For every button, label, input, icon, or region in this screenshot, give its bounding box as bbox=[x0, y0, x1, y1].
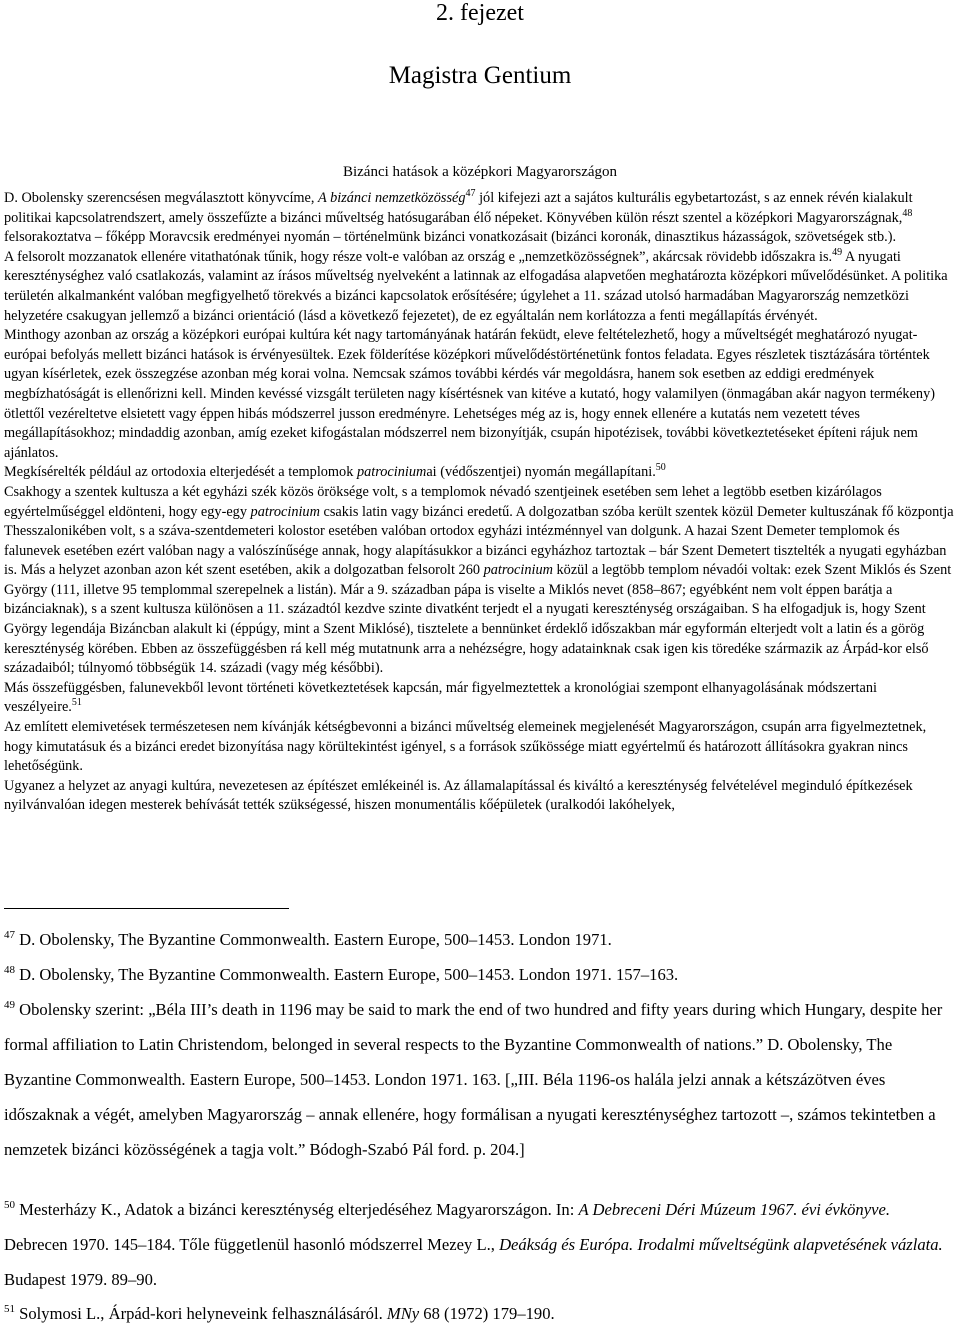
text: A nyugati kereszténységhez való csatlakozás, valamint az írásos műveltség nyelveként a latinnak az elfogadása alapvetően meghatározta középkori művelődésünket. A politika területén alkalmanként valóban megfigyelhető törekvés a bizánci kapcsolatok erősítésére; úgylehet a 11. század utolsó harmadában Magyarország nemzetközi helyzetére csakugyan jellemző a bizánci orientáció (lásd a következő fejezetet), de ez egyáltalán nem korlátozza a fenti megállapítás érvényét. bbox=[4, 248, 948, 324]
text: felsorakoztatva – főképp Moravcsik eredményei nyomán – történelmünk bizánci vonatkozásait (bizánci koronák, dinasztikus házasságok, szövetségek stb.). bbox=[4, 229, 897, 246]
footnote-51 bbox=[4, 1296, 956, 1331]
footnote-49 bbox=[4, 992, 956, 1167]
text: D. Obolensky szerencsésen megválasztott könyvcíme, bbox=[4, 190, 319, 206]
text: jól kifejezi azt a sajátos kulturális egybetartozást, s az ennek révén kialakult politikai kapcsolatrendszert, amely összefűzte a bizánci műveltség hatósugarában élő népeket. Könyvében külön részt szentel a középkori Magyarországnak, bbox=[4, 190, 913, 226]
footnote-number: 49 bbox=[4, 999, 15, 1011]
text: Az említett elemivetések természetesen nem kívánják kétségbevonni a bizánci műveltség elemeinek megjelenését Magyarországon, csupán arra figyelmeztetnek, hogy kimutatásuk és a bizánci eredet bizonyítása nagy körültekintést igényel, s a források szűkössége miatt egyértelmű és határozott állításokra gyakran nincs lehetőségünk. bbox=[4, 719, 927, 775]
paragraph bbox=[4, 718, 954, 777]
paragraph bbox=[4, 189, 954, 248]
footnote-number: 50 bbox=[4, 1199, 15, 1211]
footnote-number: 47 bbox=[4, 929, 15, 941]
footnote-separator bbox=[4, 908, 289, 909]
footnote-ref[interactable]: 48 bbox=[902, 207, 913, 219]
italic-text: MNy bbox=[386, 1304, 420, 1323]
footnote-text: D. Obolensky, The Byzantine Commonwealth. Eastern Europe, 500–1453. London 1971. bbox=[15, 930, 612, 949]
footnote-48 bbox=[4, 957, 956, 992]
text: Minthogy azonban az ország a középkori európai kultúra két nagy tartományának határán feküdt, eleve feltételezhető, hogy a műveltségét meghatározó nyugat-európai befolyás mellett bizánci hatások is érvényesültek. Ezek földerítése középkori művelődéstörténetünk fontos feladata. Egyes részletek tisztázására történtek ugyan kísérletek, ezek összegzése azonban még korai volna. Nemcsak számos további kérdés vár megoldásra, hanem sok esetben az eddigi eredmények megbízhatóságát is ellenőrizni kell. Minden kevéssé vizsgált területen nagy kísértésnek van kitéve a kutató, hogy valamilyen (önmagában akár nagyon termékeny) ötlettől vezéreltetve elsietett vagy éppen hibás módszerrel jusson eredményre. Lehetséges még az is, hogy ennek ellenére a kutatás nem vezetett téves megállapításokhoz; mindaddig azonban, amíg ezeket kifogástalan módszerrel nem bizonyítják, csupán hipotézisek, további következtetéseket építeni rájuk nem ajánlatos. bbox=[4, 327, 935, 461]
italic-text: A bizánci nemzetközösség bbox=[318, 190, 466, 206]
footnote-ref[interactable]: 51 bbox=[71, 697, 82, 709]
text: közül a legtöbb templom névadói voltak: ezek Szent Miklós és Szent György (111, illetve 95 templommal szerepelnek a listán). Már a 9. században pápa is viselte a Miklós nevet (858–867; egyébként nem volt éppen barátja a bizánciaknak), s a szent kultusza különösen a 11. századtól kezdve szinte divatként terjedt el a nyugati kereszténység országaiban. S ha elfogadjuk is, hogy Szent György legendája Bizáncban alakult ki (éppúgy, mint a Szent Miklósé), tisztelete a bennünket érdeklő időszakban már egyformán elterjedt volt a latin és a görög kereszténység körében. Ebben az összefüggésben rá kell még mutatnunk arra a nehézségre, hogy adatainknak csak igen kis töredéke származik az Árpád-kor első századaiból; túlnyomó többségük 14. századi (vagy még későbbi). bbox=[4, 562, 952, 677]
footnote-ref[interactable]: 47 bbox=[465, 188, 476, 199]
footnote-text: Debrecen 1970. 145–184. Tőle függetlenül hasonló módszerrel Mezey L., bbox=[4, 1235, 500, 1254]
text: Csakhogy a szentek kultusza a két egyházi szék közös öröksége volt, s a templomok névadó szentjeinek esetében sem lehet a legtöbb esetben kizárólagos egyértelműséggel eldönteni, hogy egy-egy bbox=[4, 483, 882, 520]
paragraph bbox=[4, 463, 954, 483]
footnote-number: 48 bbox=[4, 964, 15, 976]
footnote-50 bbox=[4, 1192, 956, 1297]
text: Megkísérelték például az ortodoxia elterjedését a templomok bbox=[4, 464, 357, 481]
footnote-text: Solymosi L., Árpád-kori helyneveink felhasználásáról. bbox=[15, 1304, 387, 1323]
paragraph bbox=[4, 248, 954, 326]
text: A felsorolt mozzanatok ellenére vitathatónak tűnik, hogy része volt-e valóban az ország e „nemzetközösségnek”, akárcsak rövidebb időszakra is. bbox=[4, 248, 833, 265]
text: Ugyanez a helyzet az anyagi kultúra, nevezetesen az építészet emlékeinél is. Az államalapítással és kiváltó a kereszténység felvételével meginduló építkezések nyilvánvalóan idegen mesterek behívását tették szükségessé, hiszen monumentális kőépületek (uralkodói lakóhelyek, bbox=[4, 777, 913, 814]
italic-text: patrocinium bbox=[250, 503, 320, 520]
italic-text: patrocinium bbox=[483, 562, 553, 579]
chapter-title: Magistra Gentium bbox=[388, 62, 572, 89]
text: ai (védőszentjei) nyomán megállapítani. bbox=[426, 464, 656, 481]
italic-text: Deákság és Európa. Irodalmi műveltségünk alapvetésének vázlata. bbox=[499, 1235, 943, 1254]
footnote-number: 51 bbox=[4, 1303, 15, 1315]
footnote-ref[interactable]: 50 bbox=[655, 462, 666, 474]
footnote-text: Mesterházy K., Adatok a bizánci kereszténység elterjedéséhez Magyarországon. In: bbox=[15, 1200, 579, 1219]
text: csakis latin vagy bizánci eredetű. A dolgozatban szóba került szentek közül Demeter kultuszának fő központja Thesszalonikében volt, s a száva-szentdemeteri kolostor esetében valóban ortodox egyházi intézménnyel van dolgunk. A hazai Szent Demeter templomok és falunevek esetében ezért valóban nagy a valószínűsége annak, hogy alapításukkor a bizánci egyházhoz tartoztak – bár Szent Demetert tisztelték a nyugati egyházban is. Más a helyzet azonban azon két szent esetében, akik a dolgozatban felsorolt 260 bbox=[4, 503, 954, 579]
footnote-ref[interactable]: 49 bbox=[832, 246, 843, 258]
text: Más összefüggésben, falunevekből levont történeti következtetések kapcsán, már figyelmeztettek a kronológiai szempont elhanyagolásának módszertani veszélyeire. bbox=[4, 679, 877, 716]
paragraph bbox=[4, 777, 954, 816]
footnote-47 bbox=[4, 922, 956, 957]
body-text bbox=[4, 189, 954, 816]
footnote-text: 68 (1972) 179–190. bbox=[419, 1304, 555, 1323]
paragraph bbox=[4, 679, 954, 718]
section-subtitle: Bizánci hatások a középkori Magyarországon bbox=[342, 164, 618, 180]
italic-text: patrocinium bbox=[356, 464, 427, 481]
italic-text: A Debreceni Déri Múzeum 1967. évi évkönyve. bbox=[578, 1200, 890, 1219]
footnote-text: Budapest 1979. 89–90. bbox=[4, 1270, 158, 1289]
footnote-text: D. Obolensky, The Byzantine Commonwealth. Eastern Europe, 500–1453. London 1971. 157–163. bbox=[15, 965, 679, 984]
footnote-text: Obolensky szerint: „Béla III’s death in 1196 may be said to mark the end of two hundred and fifty years during which Hungary, despite her formal affiliation to Latin Christendom, belonged in several respects to the Byzantine Commonwealth of nations.” D. Obolensky, The Byzantine Commonwealth. Eastern Europe, 500–1453. London 1971. 163. [„III. Béla 1196-os halála jelzi annak a kétszázötven éves időszaknak a végét, amelyben Magyarország – annak ellenére, hogy formálisan a nyugati kereszténységhez tartozott –, számos tekintetben a nemzetek bizánci közösségének a tagja volt.” Bódogh-Szabó Pál ford. p. 204.] bbox=[4, 1000, 943, 1159]
paragraph bbox=[4, 483, 954, 679]
chapter-heading: 2. fejezet bbox=[436, 0, 524, 26]
paragraph bbox=[4, 326, 954, 463]
